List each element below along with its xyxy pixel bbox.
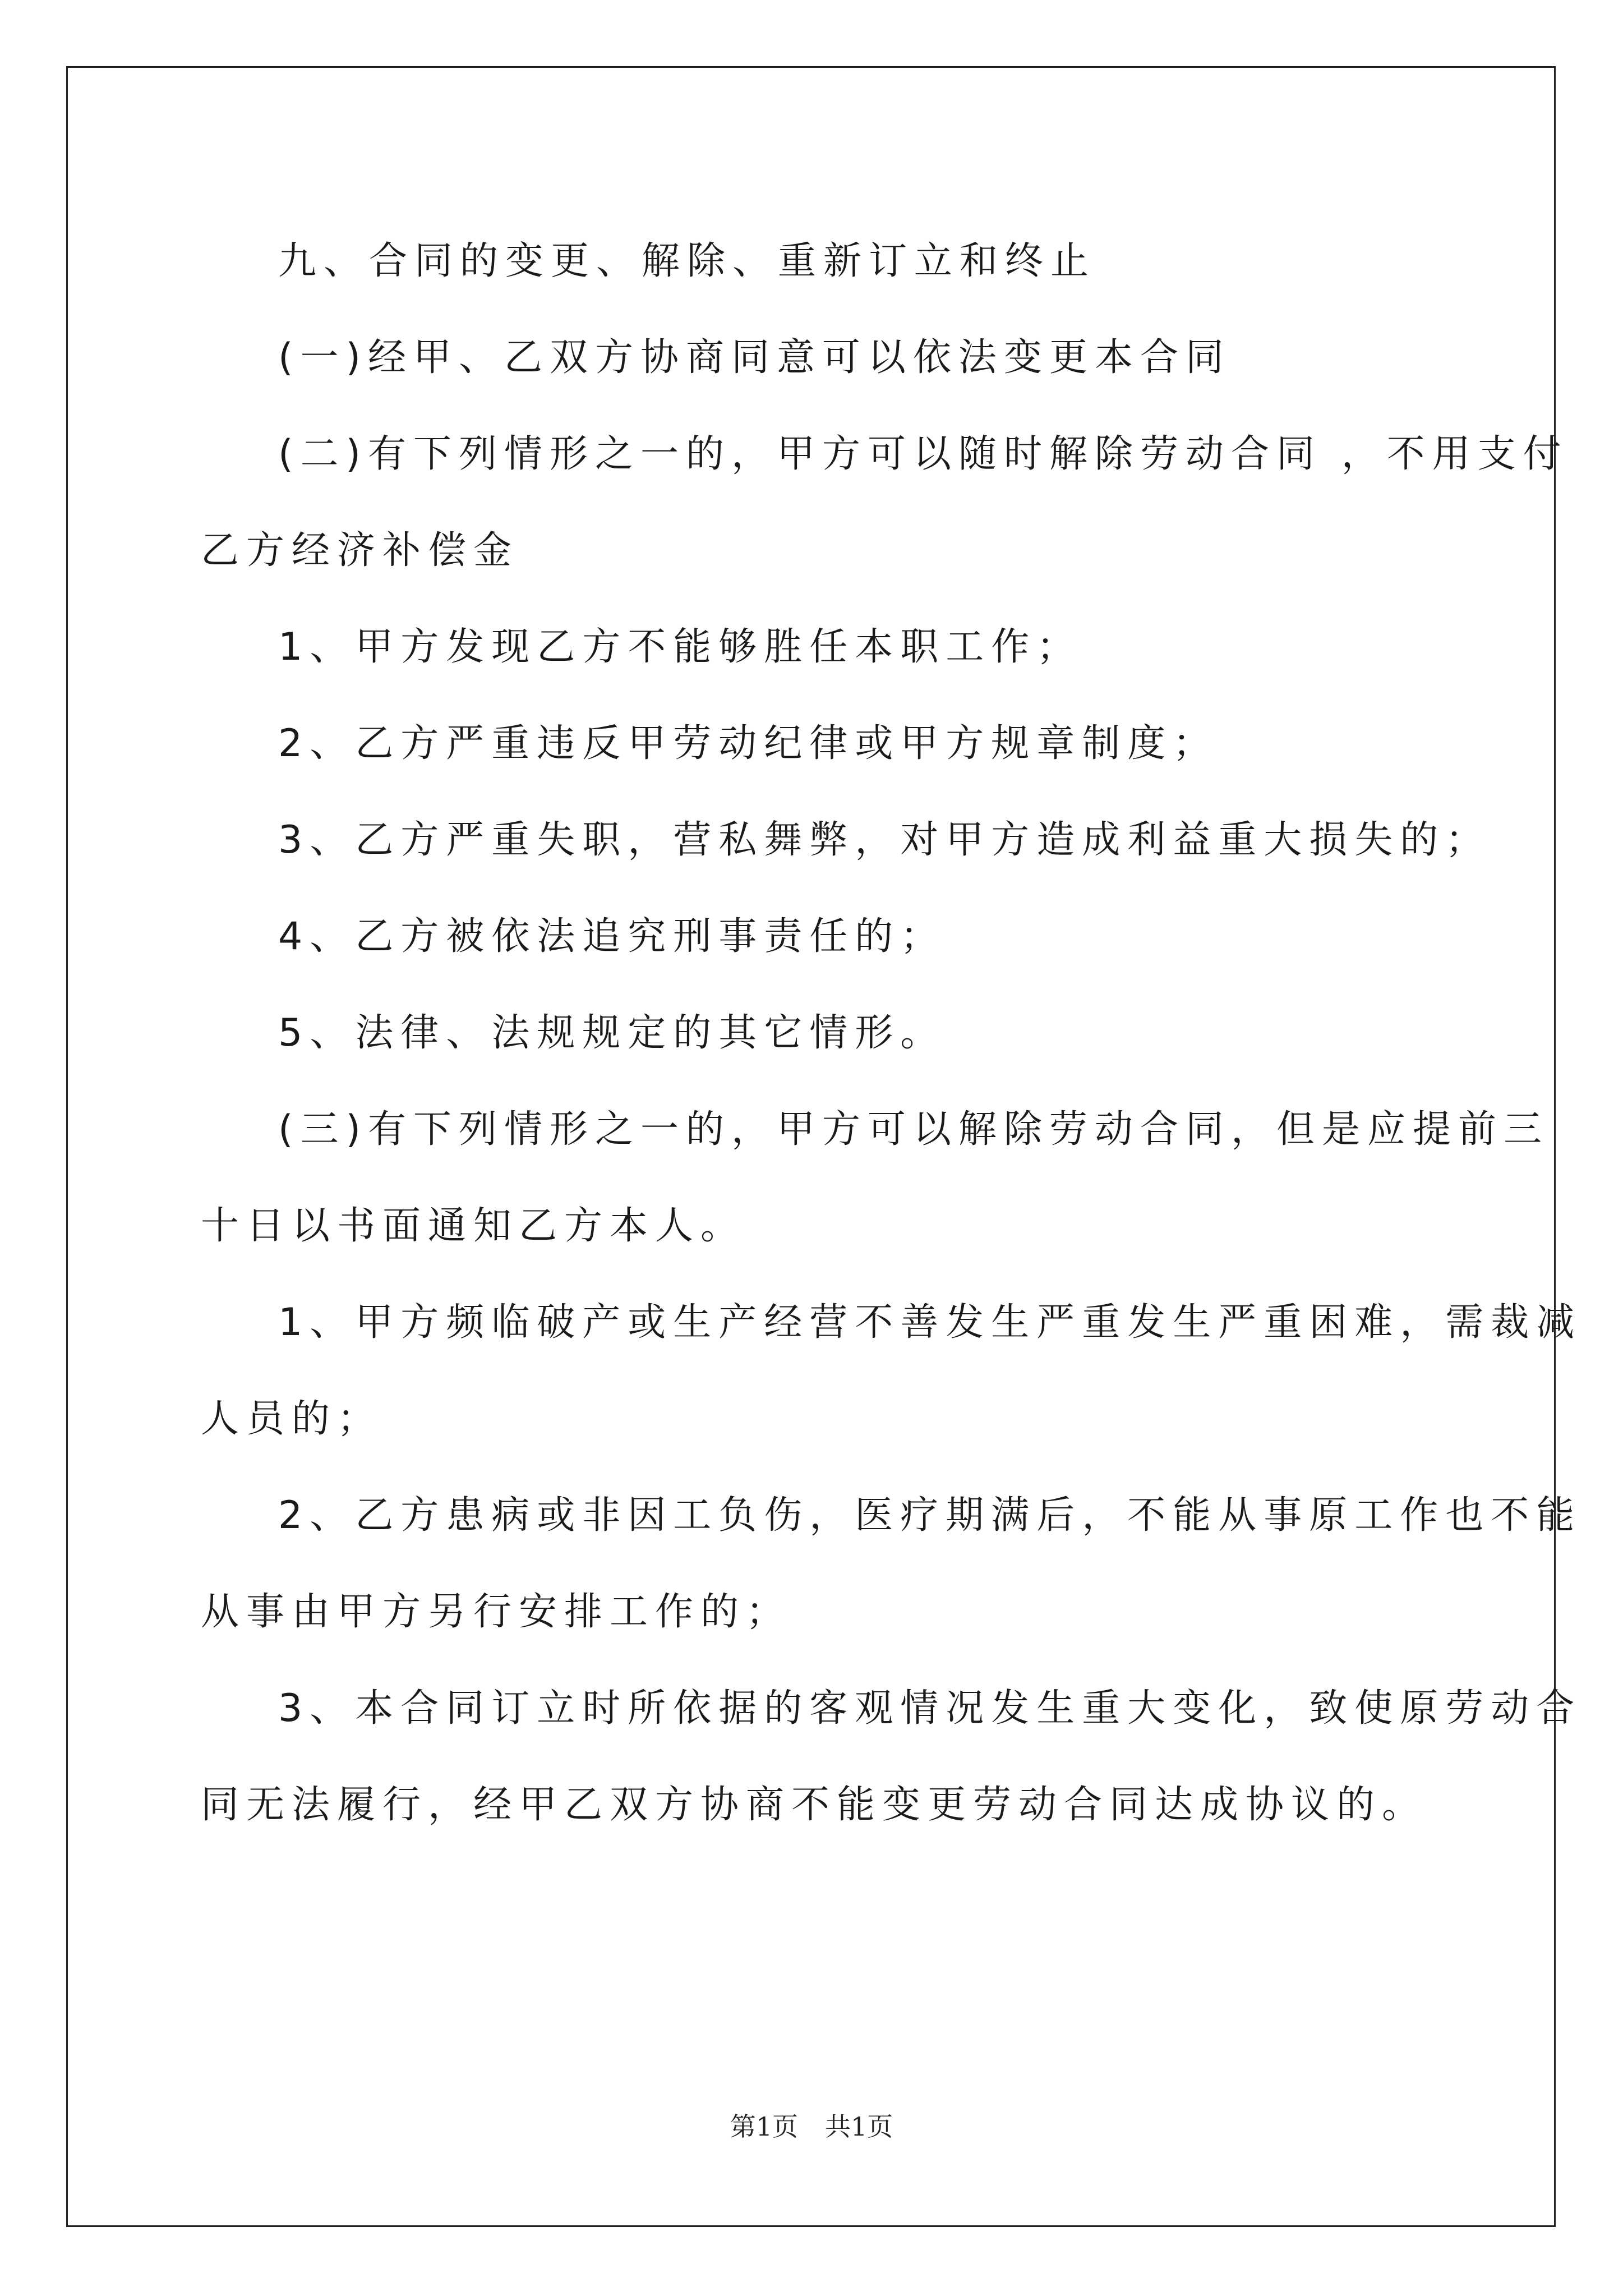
paragraph: 4、乙方被依法追究刑事责任的； [278, 914, 946, 959]
paragraph: 乙方经济补偿金 [201, 528, 519, 573]
paragraph: 3、乙方严重失职，营私舞弊，对甲方造成利益重大损失的； [278, 818, 1491, 862]
paragraph: (三)有下列情形之一的，甲方可以解除劳动合同，但是应提前三 [278, 1107, 1550, 1152]
paragraph: 十日以书面通知乙方本人。 [201, 1204, 746, 1248]
paragraph: 从事由甲方另行安排工作的； [201, 1590, 792, 1634]
page-footer [0, 2106, 1623, 2143]
paragraph: 2、乙方严重违反甲劳动纪律或甲方规章制度； [278, 721, 1219, 766]
paragraph: (一)经甲、乙双方协商同意可以依法变更本合同 [278, 335, 1232, 380]
paragraph: 人员的； [201, 1397, 383, 1441]
paragraph: 5、法律、法规规定的其它情形。 [278, 1011, 946, 1055]
document-body [201, 213, 1582, 1853]
paragraph: 2、乙方患病或非因工负伤，医疗期满后，不能从事原工作也不能 [278, 1493, 1582, 1538]
paragraph: 同无法履行，经甲乙双方协商不能变更劳动合同达成协议的。 [201, 1783, 1428, 1827]
paragraph: 3、本合同订立时所依据的客观情况发生重大变化，致使原劳动合 [278, 1686, 1582, 1731]
page-total: 共1页 [825, 2111, 893, 2142]
page-number: 第1页 [730, 2111, 798, 2142]
paragraph: 1、甲方发现乙方不能够胜任本职工作； [278, 625, 1082, 669]
paragraph: (二)有下列情形之一的，甲方可以随时解除劳动合同 ，不用支付 [278, 432, 1569, 476]
paragraph: 九、合同的变更、解除、重新订立和终止 [278, 239, 1096, 283]
paragraph: 1、甲方频临破产或生产经营不善发生严重发生严重困难，需裁减 [278, 1300, 1582, 1345]
